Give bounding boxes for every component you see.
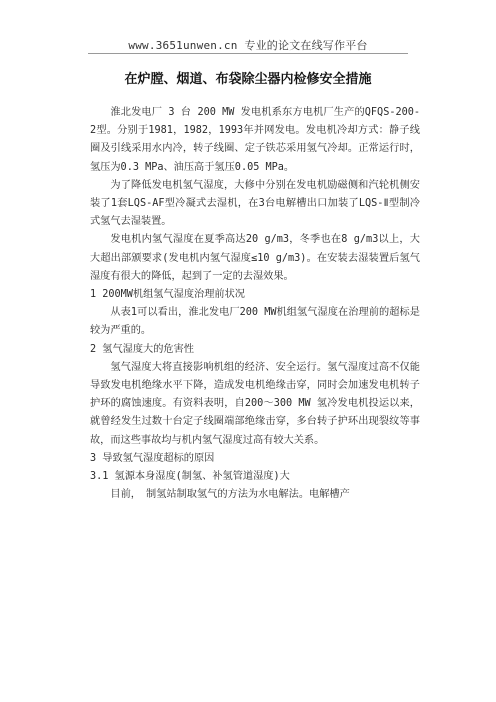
document-body (90, 104, 420, 504)
document-title: 在炉膛、烟道、布袋除尘器内检修安全措施 (124, 72, 372, 87)
section-heading: 3 导致氢气湿度超标的原因 (90, 452, 215, 464)
page-header: www.3651unwen.cn 专业的论文在线写作平台 (128, 39, 368, 52)
subsection-heading: 3.1 氢源本身湿度(制氢、补氢管道湿度)大 (90, 471, 290, 483)
paragraph: 氢气湿度大将直接影响机组的经济、安全运行。氢气湿度过高不仅能导致发电机绝缘水平下降，造成发电机绝缘击穿，同时会加速发电机转子护环的腐蚀速度。有资料表明，自200～300 MW 氢冷发电机投运以来，就曾经发生过数十台定子线圈端部绝缘击穿，多台转子护环出现裂纹等事故，而这些事故均与机内氢气湿度过高有较大关系。 (90, 361, 420, 446)
paragraph: 从表1可以看出，淮北发电厂200 MW机组氢气湿度在治理前的超标是较为严重的。 (90, 307, 420, 337)
paragraph: 淮北发电厂 3 台 200 MW 发电机系东方电机厂生产的QFQS-200-2型。分别于1981，1982，1993年并网发电。发电机冷却方式：静子线圈及引线采用水内冷，转子线圈、定子铁芯采用氢气冷却。正常运行时，氢压为0.3 MPa、油压高于氢压0.05 MPa。 (90, 107, 420, 173)
paragraph: 发电机内氢气湿度在夏季高达20 g/m3，冬季也在8 g/m3以上，大大超出部颁要求(发电机内氢气湿度≤10 g/m3)。在安装去湿装置后氢气湿度有很大的降低，起到了一定的去湿效果。 (90, 234, 420, 282)
paragraph: 目前， 制氢站制取氢气的方法为水电解法。电解槽产 (110, 489, 350, 501)
section-heading: 1 200MW机组氢气湿度治理前状况 (90, 289, 245, 301)
paragraph: 为了降低发电机氢气湿度，大修中分别在发电机励磁侧和汽轮机侧安装了1套LQS-AF型冷凝式去湿机，在3台电解槽出口加装了LQS-Ⅱ型制冷式氢气去湿装置。 (90, 179, 420, 228)
header-divider (88, 53, 408, 54)
section-heading: 2 氢气湿度大的危害性 (90, 343, 194, 355)
